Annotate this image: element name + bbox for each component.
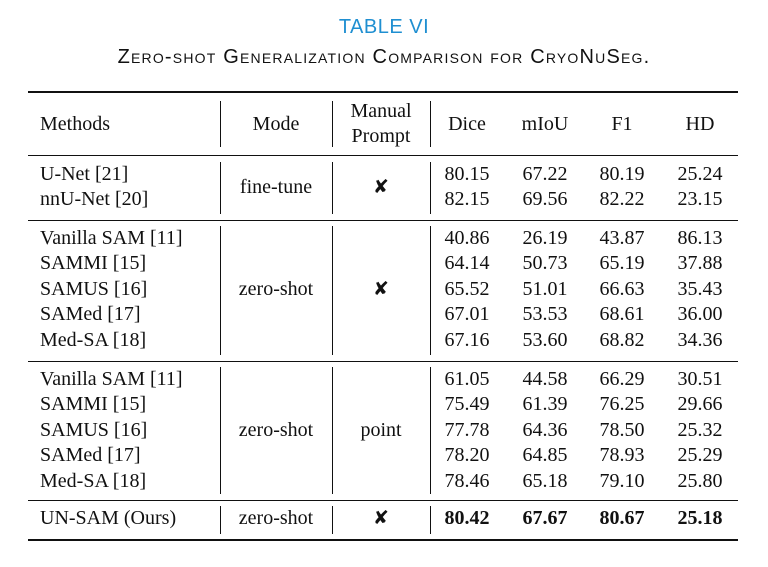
metric-f1-value: 82.22 bbox=[599, 188, 645, 211]
cross-mark-icon: ✘ bbox=[373, 277, 389, 300]
mode-value: zero-shot bbox=[238, 277, 314, 300]
table-caption-title: Zero-shot Generalization Comparison for CryoNuSeg. bbox=[117, 46, 651, 68]
cross-mark-icon: ✘ bbox=[373, 507, 389, 529]
metric-dice-value: 64.14 bbox=[444, 252, 490, 275]
mode-value: zero-shot bbox=[238, 418, 314, 441]
metric-miou-value: 64.36 bbox=[522, 418, 568, 441]
method-name: Med-SA [18] bbox=[40, 328, 147, 351]
table-caption-label: TABLE VI bbox=[338, 16, 430, 38]
metric-dice-value: 80.42 bbox=[444, 507, 490, 529]
metric-hd-value: 25.80 bbox=[677, 469, 723, 492]
header-methods: Methods bbox=[40, 113, 110, 135]
manual-prompt-value: point bbox=[360, 418, 402, 441]
metric-hd-value: 23.15 bbox=[677, 188, 723, 211]
metric-miou-value: 64.85 bbox=[522, 444, 568, 467]
metric-miou-value: 53.53 bbox=[522, 303, 568, 326]
metric-miou-value: 53.60 bbox=[522, 328, 568, 351]
metric-hd-value: 30.51 bbox=[677, 368, 723, 390]
metric-miou-value: 50.73 bbox=[522, 252, 568, 275]
metric-dice-value: 40.86 bbox=[444, 227, 490, 249]
metric-f1-value: 66.63 bbox=[599, 277, 645, 300]
metric-dice-value: 67.16 bbox=[444, 328, 490, 351]
method-name: Med-SA [18] bbox=[40, 469, 147, 492]
method-name: U-Net [21] bbox=[40, 163, 129, 185]
metric-dice-value: 65.52 bbox=[444, 277, 490, 300]
header-manual-prompt-line2: Prompt bbox=[351, 125, 411, 147]
header-hd: HD bbox=[685, 113, 715, 135]
metric-f1-value: 65.19 bbox=[599, 252, 645, 275]
method-name: UN-SAM (Ours) bbox=[40, 507, 177, 529]
metric-miou-value: 51.01 bbox=[522, 277, 568, 300]
metric-miou-value: 69.56 bbox=[522, 188, 568, 211]
metric-hd-value: 25.24 bbox=[677, 163, 723, 185]
metric-hd-value: 35.43 bbox=[677, 277, 723, 300]
mode-value: zero-shot bbox=[238, 507, 314, 529]
group-rule-3 bbox=[28, 500, 738, 501]
metric-hd-value: 37.88 bbox=[677, 252, 723, 275]
metric-dice-value: 82.15 bbox=[444, 188, 490, 211]
method-name: nnU-Net [20] bbox=[40, 188, 149, 211]
metric-dice-value: 78.20 bbox=[444, 444, 490, 467]
metric-miou-value: 44.58 bbox=[522, 368, 568, 390]
method-name: SAMUS [16] bbox=[40, 418, 148, 441]
method-name: SAMed [17] bbox=[40, 303, 141, 326]
bottom-rule bbox=[28, 539, 738, 541]
metric-hd-value: 29.66 bbox=[677, 393, 723, 416]
header-rule bbox=[28, 155, 738, 156]
method-name: Vanilla SAM [11] bbox=[40, 227, 183, 249]
metric-miou-value: 61.39 bbox=[522, 393, 568, 416]
metric-f1-value: 79.10 bbox=[599, 469, 645, 492]
header-f1: F1 bbox=[611, 113, 633, 135]
metric-dice-value: 75.49 bbox=[444, 393, 490, 416]
metric-dice-value: 61.05 bbox=[444, 368, 490, 390]
method-name: SAMMI [15] bbox=[40, 393, 147, 416]
header-manual-prompt-line1: Manual bbox=[350, 100, 412, 122]
metric-hd-value: 86.13 bbox=[677, 227, 723, 249]
method-name: Vanilla SAM [11] bbox=[40, 368, 183, 390]
metric-f1-value: 78.93 bbox=[599, 444, 645, 467]
mode-value: fine-tune bbox=[239, 175, 313, 198]
metric-f1-value: 76.25 bbox=[599, 393, 645, 416]
metric-miou-value: 26.19 bbox=[522, 227, 568, 249]
header-mode: Mode bbox=[252, 113, 300, 135]
metric-f1-value: 68.61 bbox=[599, 303, 645, 326]
metric-f1-value: 68.82 bbox=[599, 328, 645, 351]
metric-dice-value: 67.01 bbox=[444, 303, 490, 326]
metric-miou-value: 65.18 bbox=[522, 469, 568, 492]
header-miou: mIoU bbox=[521, 113, 569, 135]
metric-hd-value: 25.32 bbox=[677, 418, 723, 441]
metric-hd-value: 25.18 bbox=[677, 507, 723, 529]
top-rule bbox=[28, 91, 738, 93]
metric-dice-value: 77.78 bbox=[444, 418, 490, 441]
metric-miou-value: 67.67 bbox=[522, 507, 568, 529]
metric-hd-value: 36.00 bbox=[677, 303, 723, 326]
metric-f1-value: 66.29 bbox=[599, 368, 645, 390]
metric-f1-value: 80.67 bbox=[599, 507, 645, 529]
metric-miou-value: 67.22 bbox=[522, 163, 568, 185]
method-name: SAMMI [15] bbox=[40, 252, 147, 275]
method-name: SAMed [17] bbox=[40, 444, 141, 467]
metric-f1-value: 78.50 bbox=[599, 418, 645, 441]
metric-f1-value: 80.19 bbox=[599, 163, 645, 185]
metric-dice-value: 78.46 bbox=[444, 469, 490, 492]
cross-mark-icon: ✘ bbox=[373, 175, 389, 198]
group-rule-2 bbox=[28, 361, 738, 362]
metric-hd-value: 25.29 bbox=[677, 444, 723, 467]
metric-f1-value: 43.87 bbox=[599, 227, 645, 249]
header-dice: Dice bbox=[448, 113, 486, 135]
method-name: SAMUS [16] bbox=[40, 277, 148, 300]
group-rule-1 bbox=[28, 220, 738, 221]
metric-hd-value: 34.36 bbox=[677, 328, 723, 351]
metric-dice-value: 80.15 bbox=[444, 163, 490, 185]
